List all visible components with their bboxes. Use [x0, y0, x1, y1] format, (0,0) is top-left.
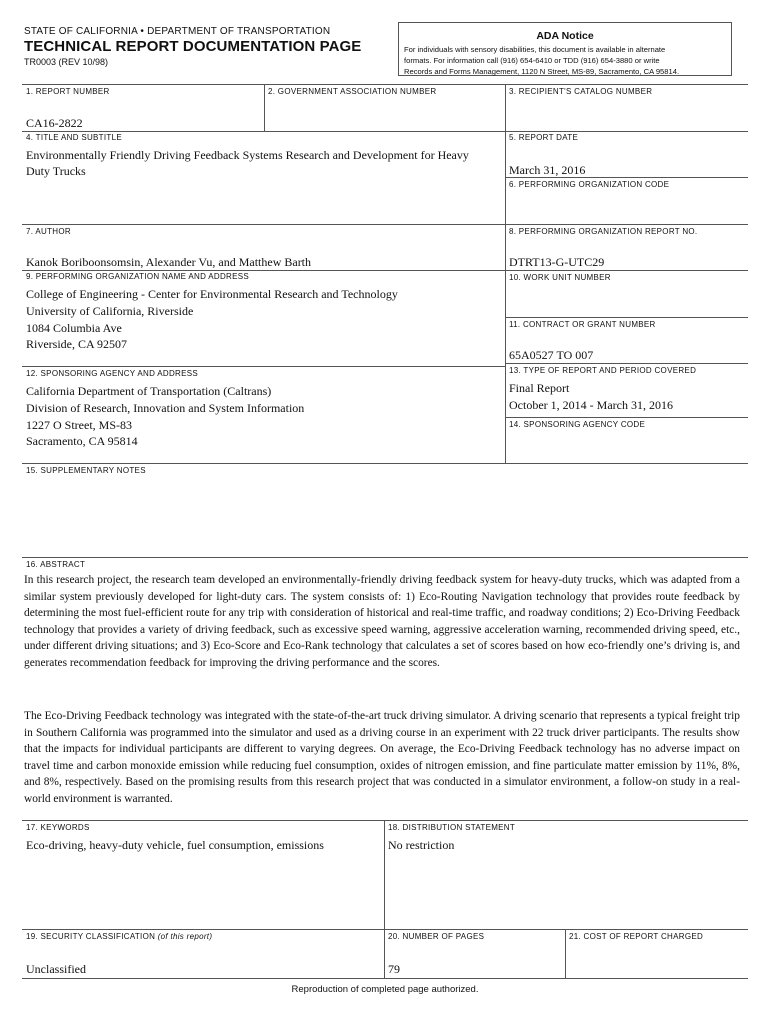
performing-org-report-label: 8. PERFORMING ORGANIZATION REPORT NO. [509, 227, 698, 236]
distribution-label: 18. DISTRIBUTION STATEMENT [388, 823, 516, 832]
ada-notice-line-1: For individuals with sensory disabilities, this document is available in alternate [404, 45, 666, 54]
form-number: TR0003 (REV 10/98) [24, 57, 109, 67]
security-value: Unclassified [26, 962, 86, 976]
report-number-label: 1. REPORT NUMBER [26, 87, 110, 96]
distribution-value: No restriction [388, 838, 455, 852]
divider [22, 131, 505, 132]
security-label-qualifier: (of this report) [157, 932, 213, 941]
ada-notice-line-2: formats. For information call (916) 654-6410 or TDD (916) 654-3880 or write [404, 56, 660, 65]
ada-notice-line-3: Records and Forms Management, 1120 N Street, MS-89, Sacramento, CA 95814. [404, 67, 680, 76]
divider [22, 557, 748, 558]
contract-grant-label: 11. CONTRACT OR GRANT NUMBER [509, 320, 656, 329]
performing-org-line-2: University of California, Riverside [26, 304, 194, 318]
supplementary-notes-label: 15. SUPPLEMENTARY NOTES [26, 466, 146, 475]
keywords-value: Eco-driving, heavy-duty vehicle, fuel consumption, emissions [26, 838, 324, 852]
security-label: 19. SECURITY CLASSIFICATION (of this report) [26, 932, 213, 941]
author-value: Kanok Boriboonsomsin, Alexander Vu, and Matthew Barth [26, 255, 312, 269]
pages-label: 20. NUMBER OF PAGES [388, 932, 485, 941]
gov-association-label: 2. GOVERNMENT ASSOCIATION NUMBER [268, 87, 437, 96]
divider [22, 463, 748, 464]
report-type-line-1: Final Report [509, 381, 570, 395]
abstract-label: 16. ABSTRACT [26, 560, 86, 569]
performing-org-code-label: 6. PERFORMING ORGANIZATION CODE [509, 180, 670, 189]
divider [505, 131, 748, 132]
report-date-value: March 31, 2016 [509, 163, 586, 177]
divider [505, 417, 748, 418]
performing-org-line-3: 1084 Columbia Ave [26, 321, 122, 335]
sponsoring-agency-line-4: Sacramento, CA 95814 [26, 434, 138, 448]
keywords-label: 17. KEYWORDS [26, 823, 90, 832]
divider [505, 84, 506, 463]
footer-note: Reproduction of completed page authorized. [291, 984, 479, 995]
divider [22, 978, 748, 979]
divider [22, 820, 748, 821]
report-date-label: 5. REPORT DATE [509, 133, 579, 142]
ada-notice-title: ADA Notice [536, 30, 594, 42]
sponsoring-agency-line-2: Division of Research, Innovation and System Information [26, 401, 305, 415]
divider [22, 929, 748, 930]
performing-org-label: 9. PERFORMING ORGANIZATION NAME AND ADDRESS [26, 272, 250, 281]
report-type-label: 13. TYPE OF REPORT AND PERIOD COVERED [509, 366, 697, 375]
divider [384, 820, 385, 978]
performing-org-line-4: Riverside, CA 92507 [26, 337, 127, 351]
title-line-1: Environmentally Friendly Driving Feedback Systems Research and Development for Heavy [26, 148, 469, 162]
performing-org-report-value: DTRT13-G-UTC29 [509, 255, 605, 269]
title-subtitle-label: 4. TITLE AND SUBTITLE [26, 133, 122, 142]
abstract-paragraph-2: The Eco-Driving Feedback technology was integrated with the state-of-the-art truck driving simulator. A driving scenario that represents a typical freight trip in Southern California was programmed into the simulator and used as a driving course in an experiment with 22 truck driver participants. The results show that the impacts for individual participants are different to varying degrees. On average, the Eco-Driving Feedback technology has no adverse impact on travel time and carbon monoxide emission while reducing fuel consumption, oxides of nitrogen emission, and fine particulate matter emission by 11%, 8%, and 8%, respectively. Based on the promising results from this research project that was conducted in a simulator environment, a follow-on study in a real-world environment is warranted. [24, 710, 740, 805]
divider [22, 366, 505, 367]
divider [22, 270, 748, 271]
sponsoring-agency-label: 12. SPONSORING AGENCY AND ADDRESS [26, 369, 199, 378]
abstract-paragraph-1: In this research project, the research team developed an environmentally-friendly driving feedback system for heavy-duty trucks, which was adapted from a similar system previously developed for light-duty cars. The system consists of: 1) Eco-Routing Navigation technology that provides route feedback by determining the most fuel-efficient route for any trip with consideration of historical and real-time traffic, and roadway conditions; 2) Eco-Driving Feedback technology that provides a variety of driving feedback, such as excessive speed warning, aggressive acceleration warning, recommended driving speed, etc., under different driving situations; and 3) Eco-Score and Eco-Rank technology that calculates a set of scores based on how eco-friendly one’s driving is, and generates recommendation feedback for improving the driving performance and the scores. [24, 574, 740, 669]
sponsoring-agency-line-1: California Department of Transportation (Caltrans) [26, 384, 272, 398]
cost-label: 21. COST OF REPORT CHARGED [569, 932, 704, 941]
divider [264, 84, 265, 131]
agency-line: STATE OF CALIFORNIA • DEPARTMENT OF TRANSPORTATION [24, 26, 331, 37]
page-title: TECHNICAL REPORT DOCUMENTATION PAGE [24, 38, 362, 55]
work-unit-label: 10. WORK UNIT NUMBER [509, 273, 611, 282]
divider [22, 84, 748, 85]
report-type-line-2: October 1, 2014 - March 31, 2016 [509, 398, 673, 412]
performing-org-line-1: College of Engineering - Center for Environmental Research and Technology [26, 287, 398, 301]
divider [505, 363, 748, 364]
report-number-value: CA16-2822 [26, 116, 83, 130]
catalog-number-label: 3. RECIPIENT'S CATALOG NUMBER [509, 87, 653, 96]
divider [505, 317, 748, 318]
title-line-2: Duty Trucks [26, 164, 86, 178]
sponsoring-agency-line-3: 1227 O Street, MS-83 [26, 418, 132, 432]
pages-value: 79 [388, 962, 400, 976]
sponsoring-agency-code-label: 14. SPONSORING AGENCY CODE [509, 420, 646, 429]
divider [565, 929, 566, 978]
divider [22, 224, 748, 225]
contract-grant-value: 65A0527 TO 007 [509, 348, 594, 362]
author-label: 7. AUTHOR [26, 227, 71, 236]
